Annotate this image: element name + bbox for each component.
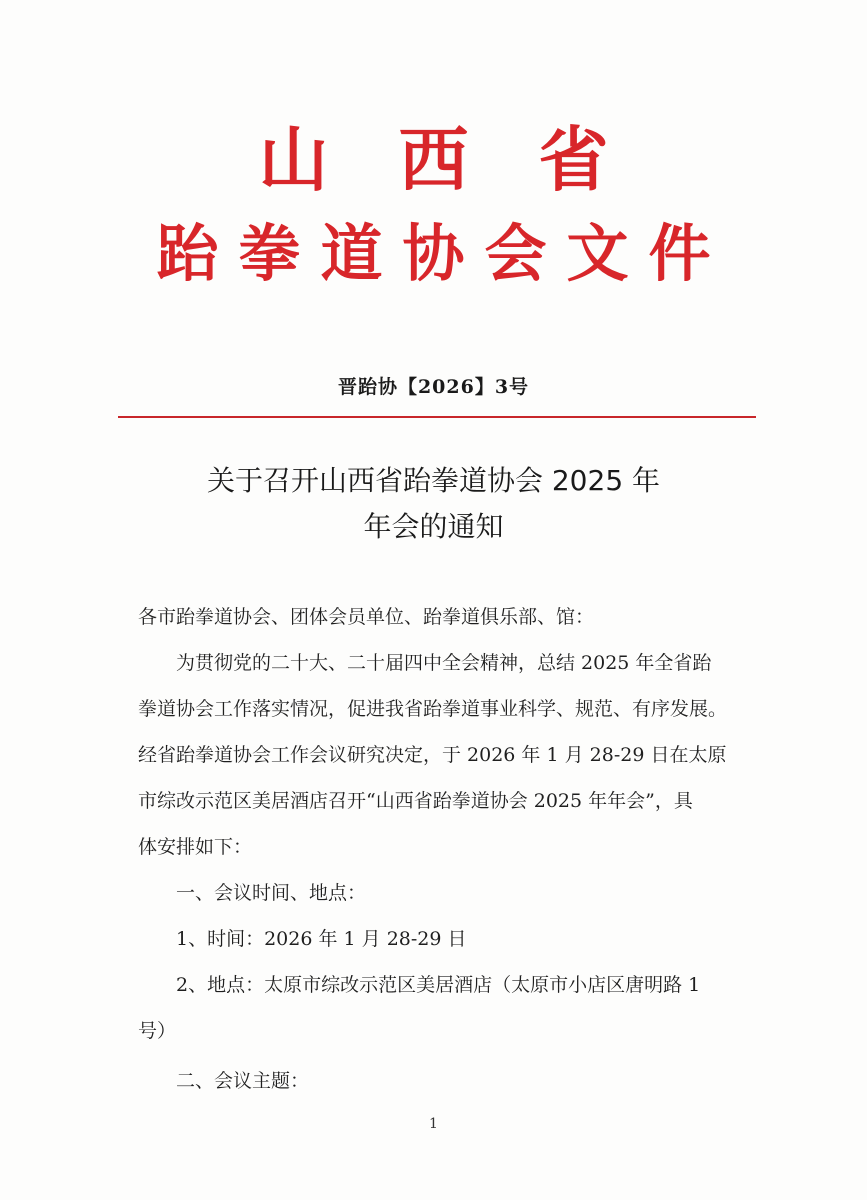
- meeting-time-item: 1、时间：2026 年 1 月 28-29 日: [176, 928, 467, 950]
- meeting-place-item-line1: 2、地点：太原市综改示范区美居酒店（太原市小店区唐明路 1: [176, 974, 701, 996]
- paragraph1-line5: 体安排如下：: [138, 836, 253, 858]
- meeting-place-item-line2: 号）: [138, 1020, 177, 1042]
- notice-body: [138, 594, 760, 1104]
- red-divider-line: [118, 416, 756, 418]
- notice-title-line1: 关于召开山西省跆拳道协会 2025 年: [206, 464, 661, 497]
- notice-title-line2: 年会的通知: [363, 510, 504, 543]
- paragraph1-line3: 经省跆拳道协会工作会议研究决定，于 2026 年 1 月 28-29 日在太原: [138, 744, 727, 766]
- notice-title: [0, 458, 867, 550]
- addressee-line: 各市跆拳道协会、团体会员单位、跆拳道俱乐部、馆：: [138, 606, 595, 628]
- paragraph1-line4: 市综改示范区美居酒店召开“山西省跆拳道协会 2025 年年会”，具: [138, 790, 693, 812]
- section1-heading: 一、会议时间、地点：: [176, 882, 367, 904]
- section2-heading: 二、会议主题：: [176, 1070, 310, 1092]
- paragraph1-line2: 拳道协会工作落实情况，促进我省跆拳道事业科学、规范、有序发展。: [138, 698, 728, 720]
- issuer-header-line1: 山西省: [258, 119, 679, 201]
- paragraph1-line1: 为贯彻党的二十大、二十届四中全会精神，总结 2025 年全省跆: [176, 652, 712, 674]
- page-number: 1: [429, 1116, 438, 1132]
- document-number: 晋跆协【2026】3号: [337, 376, 530, 398]
- issuer-header-line2: 跆拳道协会文件: [156, 217, 731, 290]
